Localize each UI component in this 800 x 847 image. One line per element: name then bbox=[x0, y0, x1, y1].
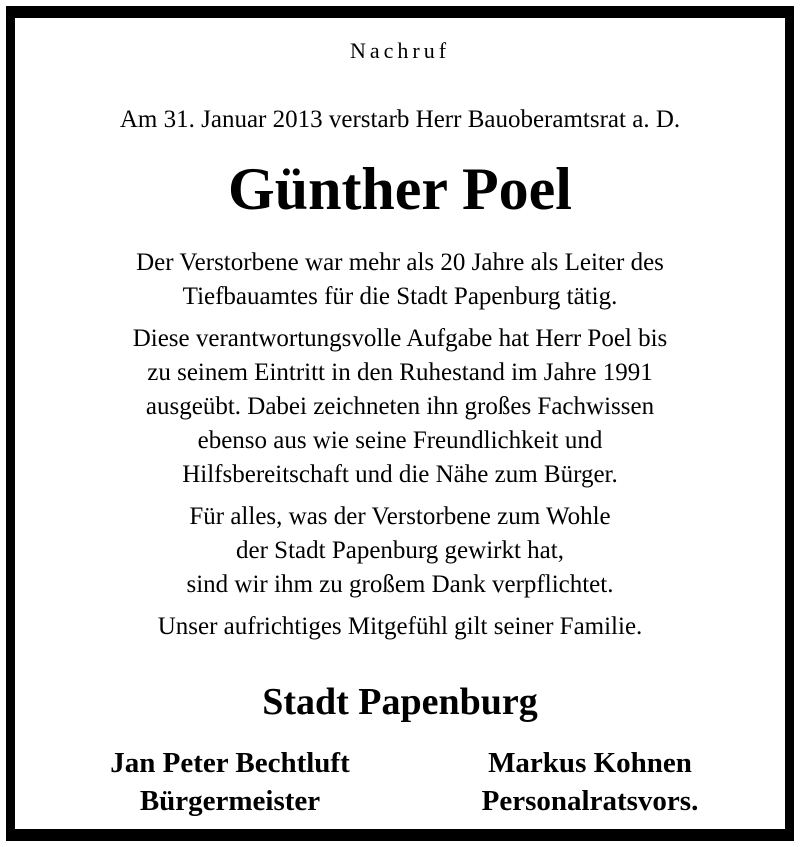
text-line: ebenso aus wie seine Freundlichkeit und bbox=[197, 427, 603, 454]
signatory-name: Markus Kohnen bbox=[488, 747, 692, 779]
paragraph-thanks bbox=[15, 500, 785, 602]
signatory-right bbox=[415, 744, 765, 820]
signatory-title: Bürgermeister bbox=[139, 785, 321, 817]
text-line: sind wir ihm zu großem Dank verpflichtet. bbox=[186, 571, 614, 598]
signatory-title: Personalratsvors. bbox=[481, 785, 699, 817]
signatory-name: Jan Peter Bechtluft bbox=[110, 747, 350, 779]
signatory-left bbox=[55, 744, 405, 820]
text-line: der Stadt Papenburg gewirkt hat, bbox=[236, 537, 564, 564]
paragraph-career bbox=[15, 246, 785, 314]
text-line: Unser aufrichtiges Mitgefühl gilt seiner Familie. bbox=[157, 613, 643, 640]
text-line: ausgeübt. Dabei zeichneten ihn großes Fachwissen bbox=[145, 393, 655, 420]
text-line: Diese verantwortungsvolle Aufgabe hat Herr Poel bis bbox=[132, 325, 668, 352]
text-line: zu seinem Eintritt in den Ruhestand im Jahre 1991 bbox=[147, 359, 653, 386]
organization-name: Stadt Papenburg bbox=[262, 681, 538, 723]
text-line: Hilfsbereitschaft und die Nähe zum Bürger. bbox=[182, 461, 618, 488]
paragraph-tribute bbox=[15, 322, 785, 492]
paragraph-condolence bbox=[15, 610, 785, 644]
obituary-body bbox=[15, 246, 785, 652]
text-line: Tiefbauamtes für die Stadt Papenburg tätig. bbox=[182, 283, 618, 310]
deceased-name: Günther Poel bbox=[228, 156, 572, 222]
obituary-frame bbox=[6, 6, 794, 841]
intro-line: Am 31. Januar 2013 verstarb Herr Bauoberamtsrat a. D. bbox=[119, 106, 681, 133]
text-line: Der Verstorbene war mehr als 20 Jahre als Leiter des bbox=[136, 249, 664, 276]
text-line: Für alles, was der Verstorbene zum Wohle bbox=[189, 503, 611, 530]
notice-heading: Nachruf bbox=[349, 38, 451, 63]
